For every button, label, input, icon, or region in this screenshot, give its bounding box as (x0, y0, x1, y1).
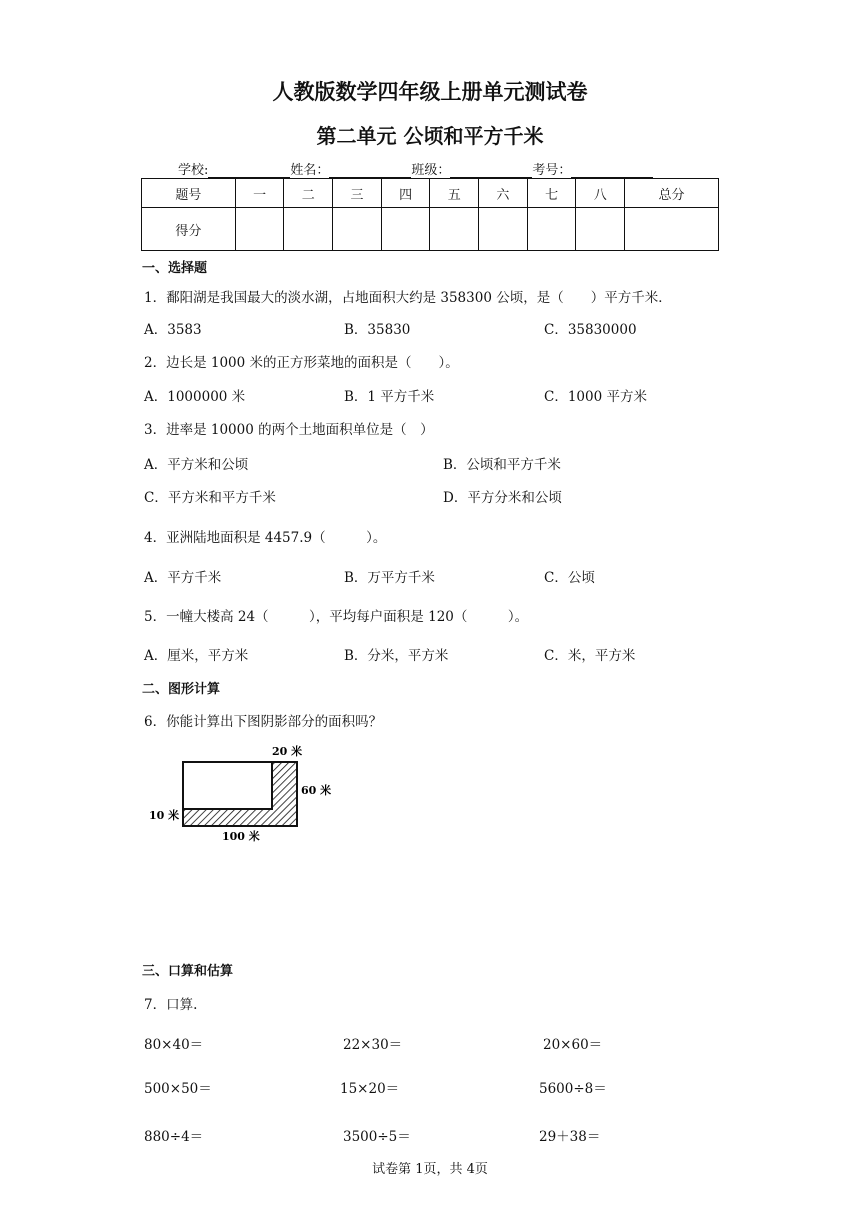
school-blank[interactable] (208, 163, 290, 178)
label-10m: 10 米 (149, 809, 180, 822)
exam-no-blank[interactable] (571, 163, 653, 178)
exam-no-label: 考号： (532, 163, 572, 178)
question-7: 7．口算. (144, 997, 198, 1013)
q5-option-c[interactable]: C．米，平方米 (544, 648, 636, 664)
q3-option-c[interactable]: C．平方米和平方千米 (144, 490, 276, 506)
oral-item: 22×30＝ (343, 1037, 403, 1053)
oral-item: 5600÷8＝ (539, 1081, 607, 1097)
oral-item: 80×40＝ (144, 1037, 204, 1053)
score-header-cell: 一 (235, 179, 284, 208)
score-header-cell: 题号 (142, 179, 236, 208)
score-table-header-row (142, 179, 719, 208)
q1-option-a[interactable]: A．3583 (144, 322, 202, 338)
score-table-score-row (142, 208, 719, 251)
oral-item: 29＋38＝ (539, 1129, 601, 1145)
score-table (141, 178, 719, 251)
oral-item: 15×20＝ (340, 1081, 400, 1097)
score-cell[interactable] (576, 208, 625, 251)
score-header-cell: 三 (333, 179, 382, 208)
question-1: 1．鄱阳湖是我国最大的淡水湖，占地面积大约是 358300 公顷，是（ ）平方千米． (144, 290, 672, 306)
student-info-line (178, 159, 653, 178)
q2-option-b[interactable]: B．1 平方千米 (344, 389, 435, 405)
section-heading-figure: 二、图形计算 (142, 682, 221, 697)
q4-option-c[interactable]: C．公顷 (544, 570, 595, 586)
oral-item: 880÷4＝ (144, 1129, 204, 1145)
score-cell[interactable] (333, 208, 382, 251)
score-header-cell: 四 (381, 179, 430, 208)
score-row-label: 得分 (142, 208, 236, 251)
q3-option-b[interactable]: B．公顷和平方千米 (443, 457, 561, 473)
question-4: 4．亚洲陆地面积是 4457.9（ ）。 (144, 530, 387, 546)
class-blank[interactable] (450, 163, 532, 178)
class-label: 班级： (411, 163, 451, 178)
score-header-cell: 五 (430, 179, 479, 208)
score-cell[interactable] (625, 208, 719, 251)
score-cell[interactable] (235, 208, 284, 251)
score-header-cell: 七 (527, 179, 576, 208)
q3-option-d[interactable]: D．平方分米和公顷 (443, 490, 562, 506)
q4-option-b[interactable]: B．万平方千米 (344, 570, 435, 586)
score-cell[interactable] (479, 208, 528, 251)
unit-subtitle: 第二单元 公顷和平方千米 (316, 124, 544, 148)
question-5: 5．一幢大楼高 24（ ），平均每户面积是 120（ ）。 (144, 609, 529, 625)
section-heading-oral: 三、口算和估算 (142, 964, 234, 979)
q5-option-a[interactable]: A．厘米，平方米 (144, 648, 249, 664)
school-label: 学校: (178, 163, 209, 178)
question-3: 3．进率是 10000 的两个土地面积单位是（ ） (144, 422, 434, 438)
score-cell[interactable] (284, 208, 333, 251)
page-footer: 试卷第 1页，共 4页 (372, 1162, 488, 1177)
shaded-area-figure (146, 742, 346, 846)
name-blank[interactable] (329, 163, 411, 178)
q4-option-a[interactable]: A．平方千米 (144, 570, 222, 586)
q1-option-b[interactable]: B．35830 (344, 322, 411, 338)
inner-rectangle-edge (183, 762, 272, 809)
q3-option-a[interactable]: A．平方米和公顷 (144, 457, 249, 473)
name-label: 姓名： (290, 163, 330, 178)
oral-item: 500×50＝ (144, 1081, 212, 1097)
section-heading-choice: 一、选择题 (142, 261, 208, 276)
q5-option-b[interactable]: B．分米，平方米 (344, 648, 449, 664)
oral-item: 3500÷5＝ (343, 1129, 411, 1145)
score-header-cell: 二 (284, 179, 333, 208)
exam-title: 人教版数学四年级上册单元测试卷 (272, 80, 588, 104)
question-2: 2．边长是 1000 米的正方形菜地的面积是（ ）。 (144, 355, 459, 371)
oral-item: 20×60＝ (543, 1037, 603, 1053)
score-header-cell: 总分 (625, 179, 719, 208)
question-6: 6．你能计算出下图阴影部分的面积吗？ (144, 714, 383, 730)
label-60m: 60 米 (301, 784, 332, 797)
shaded-region (183, 762, 297, 826)
score-header-cell: 六 (479, 179, 528, 208)
score-cell[interactable] (381, 208, 430, 251)
score-header-cell: 八 (576, 179, 625, 208)
label-20m: 20 米 (272, 745, 303, 758)
q2-option-c[interactable]: C．1000 平方米 (544, 389, 647, 405)
q1-option-c[interactable]: C．35830000 (544, 322, 637, 338)
score-cell[interactable] (430, 208, 479, 251)
q2-option-a[interactable]: A．1000000 米 (144, 389, 246, 405)
label-100m: 100 米 (222, 830, 260, 843)
score-cell[interactable] (527, 208, 576, 251)
